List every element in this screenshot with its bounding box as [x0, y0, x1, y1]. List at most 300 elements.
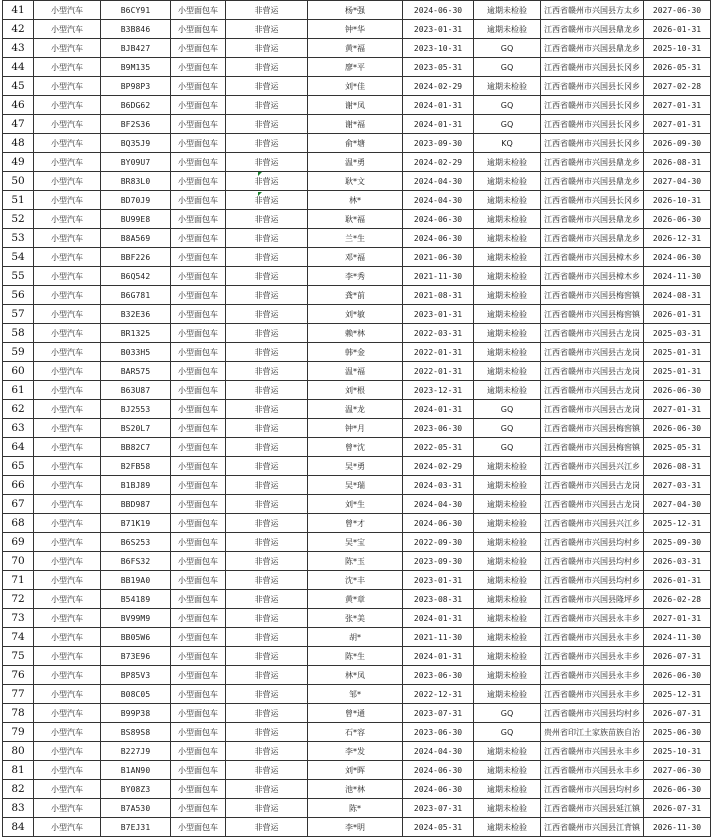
vehicle-records-table	[2, 0, 711, 837]
vehicle-type-cell: 小型汽车	[34, 39, 101, 58]
vehicle-type-cell: 小型汽车	[34, 438, 101, 457]
plate-number-cell: BP98P3	[101, 77, 171, 96]
usage-nature-cell: 非营运	[226, 742, 308, 761]
table-row	[3, 58, 711, 77]
vehicle-type-cell: 小型汽车	[34, 115, 101, 134]
table-row	[3, 628, 711, 647]
inspection-status-cell: GQ	[474, 39, 541, 58]
owner-name-cell: 廖*平	[308, 58, 403, 77]
usage-nature-cell: 非营运	[226, 267, 308, 286]
table-row	[3, 780, 711, 799]
scrap-deadline-cell: 2025-10-31	[644, 742, 711, 761]
plate-number-cell: BU99E8	[101, 210, 171, 229]
table-row	[3, 685, 711, 704]
address-cell: 江西省赣州市兴国县兴江乡	[541, 457, 644, 476]
inspection-expiry-cell: 2021-11-30	[403, 267, 474, 286]
row-index-cell: 46	[3, 96, 34, 115]
table-row	[3, 533, 711, 552]
table-row	[3, 286, 711, 305]
scrap-deadline-cell: 2026-07-31	[644, 647, 711, 666]
vehicle-type-cell: 小型汽车	[34, 628, 101, 647]
table-row	[3, 590, 711, 609]
inspection-status-cell: GQ	[474, 115, 541, 134]
scrap-deadline-cell: 2027-01-31	[644, 115, 711, 134]
inspection-expiry-cell: 2023-05-31	[403, 58, 474, 77]
owner-name-cell: 谢*福	[308, 115, 403, 134]
address-cell: 江西省赣州市兴国县长冈乡	[541, 134, 644, 153]
vehicle-model-cell: 小型面包车	[171, 286, 226, 305]
table-row	[3, 647, 711, 666]
inspection-expiry-cell: 2024-03-31	[403, 476, 474, 495]
inspection-expiry-cell: 2024-05-31	[403, 818, 474, 837]
row-index-cell: 63	[3, 419, 34, 438]
address-cell: 江西省赣州市兴国县永丰乡	[541, 742, 644, 761]
vehicle-model-cell: 小型面包车	[171, 20, 226, 39]
vehicle-model-cell: 小型面包车	[171, 628, 226, 647]
inspection-status-cell: 逾期未检验	[474, 818, 541, 837]
plate-number-cell: B7EJ31	[101, 818, 171, 837]
address-cell: 江西省赣州市兴国县古龙岗	[541, 362, 644, 381]
vehicle-type-cell: 小型汽车	[34, 191, 101, 210]
scrap-deadline-cell: 2026-08-31	[644, 457, 711, 476]
usage-nature-cell: 非营运	[226, 400, 308, 419]
scrap-deadline-cell: 2026-01-31	[644, 305, 711, 324]
row-index-cell: 82	[3, 780, 34, 799]
plate-number-cell: BD70J9	[101, 191, 171, 210]
scrap-deadline-cell: 2025-05-31	[644, 438, 711, 457]
usage-nature-cell: 非营运	[226, 39, 308, 58]
inspection-expiry-cell: 2024-02-29	[403, 77, 474, 96]
address-cell: 江西省赣州市兴国县均村乡	[541, 780, 644, 799]
inspection-expiry-cell: 2023-01-31	[403, 571, 474, 590]
usage-nature-cell: 非营运	[226, 115, 308, 134]
usage-nature-cell: 非营运	[226, 305, 308, 324]
owner-name-cell: 刘*根	[308, 381, 403, 400]
inspection-expiry-cell: 2023-06-30	[403, 666, 474, 685]
plate-number-cell: B9M135	[101, 58, 171, 77]
vehicle-model-cell: 小型面包车	[171, 362, 226, 381]
owner-name-cell: 杨*强	[308, 1, 403, 20]
owner-name-cell: 石*容	[308, 723, 403, 742]
address-cell: 江西省赣州市兴国县均村乡	[541, 552, 644, 571]
vehicle-model-cell: 小型面包车	[171, 210, 226, 229]
row-index-cell: 49	[3, 153, 34, 172]
address-cell: 江西省赣州市兴国县永丰乡	[541, 685, 644, 704]
vehicle-type-cell: 小型汽车	[34, 571, 101, 590]
usage-nature-cell: 非营运	[226, 381, 308, 400]
vehicle-model-cell: 小型面包车	[171, 134, 226, 153]
address-cell: 江西省赣州市兴国县鼎龙乡	[541, 39, 644, 58]
address-cell: 江西省赣州市兴国县樟木乡	[541, 248, 644, 267]
inspection-status-cell: 逾期未检验	[474, 495, 541, 514]
usage-nature-cell: 非营运	[226, 229, 308, 248]
usage-nature-cell: 非营运	[226, 77, 308, 96]
inspection-status-cell: 逾期未检验	[474, 571, 541, 590]
vehicle-model-cell: 小型面包车	[171, 77, 226, 96]
table-row	[3, 172, 711, 191]
vehicle-type-cell: 小型汽车	[34, 723, 101, 742]
row-index-cell: 64	[3, 438, 34, 457]
inspection-status-cell: KQ	[474, 134, 541, 153]
scrap-deadline-cell: 2027-02-28	[644, 77, 711, 96]
owner-name-cell: 谢*凤	[308, 96, 403, 115]
inspection-expiry-cell: 2024-04-30	[403, 742, 474, 761]
address-cell: 江西省赣州市兴国县永丰乡	[541, 609, 644, 628]
vehicle-model-cell: 小型面包车	[171, 343, 226, 362]
vehicle-type-cell: 小型汽车	[34, 419, 101, 438]
owner-name-cell: 吴*勇	[308, 457, 403, 476]
inspection-status-cell: 逾期未检验	[474, 799, 541, 818]
address-cell: 江西省赣州市兴国县古龙岗	[541, 400, 644, 419]
usage-nature-cell: 非营运	[226, 96, 308, 115]
inspection-expiry-cell: 2024-04-30	[403, 191, 474, 210]
owner-name-cell: 兰*生	[308, 229, 403, 248]
inspection-status-cell: GQ	[474, 400, 541, 419]
vehicle-type-cell: 小型汽车	[34, 153, 101, 172]
vehicle-type-cell: 小型汽车	[34, 552, 101, 571]
owner-name-cell: 温*龙	[308, 400, 403, 419]
owner-name-cell: 陈*	[308, 799, 403, 818]
plate-number-cell: B1BJ89	[101, 476, 171, 495]
address-cell: 江西省赣州市兴国县永丰乡	[541, 666, 644, 685]
table-row	[3, 210, 711, 229]
address-cell: 江西省赣州市兴国县兴江乡	[541, 514, 644, 533]
scrap-deadline-cell: 2025-12-31	[644, 685, 711, 704]
vehicle-model-cell: 小型面包车	[171, 58, 226, 77]
inspection-expiry-cell: 2024-06-30	[403, 210, 474, 229]
row-index-cell: 70	[3, 552, 34, 571]
plate-number-cell: BJ2553	[101, 400, 171, 419]
vehicle-model-cell: 小型面包车	[171, 400, 226, 419]
inspection-expiry-cell: 2023-09-30	[403, 552, 474, 571]
row-index-cell: 44	[3, 58, 34, 77]
scrap-deadline-cell: 2027-01-31	[644, 609, 711, 628]
table-row	[3, 514, 711, 533]
inspection-expiry-cell: 2023-01-31	[403, 305, 474, 324]
table-row	[3, 362, 711, 381]
table-row	[3, 229, 711, 248]
owner-name-cell: 吴*瑞	[308, 476, 403, 495]
usage-nature-cell: 非营运	[226, 571, 308, 590]
vehicle-model-cell: 小型面包车	[171, 742, 226, 761]
plate-number-cell: B6FS32	[101, 552, 171, 571]
inspection-expiry-cell: 2023-01-31	[403, 20, 474, 39]
plate-number-cell: B227J9	[101, 742, 171, 761]
plate-number-cell: B54189	[101, 590, 171, 609]
usage-nature-cell: 非营运	[226, 552, 308, 571]
vehicle-type-cell: 小型汽车	[34, 58, 101, 77]
inspection-expiry-cell: 2023-07-31	[403, 799, 474, 818]
address-cell: 江西省赣州市兴国县江背镇	[541, 818, 644, 837]
inspection-status-cell: 逾期未检验	[474, 324, 541, 343]
row-index-cell: 78	[3, 704, 34, 723]
vehicle-model-cell: 小型面包车	[171, 229, 226, 248]
scrap-deadline-cell: 2026-03-31	[644, 552, 711, 571]
plate-number-cell: B1AN90	[101, 761, 171, 780]
vehicle-model-cell: 小型面包车	[171, 191, 226, 210]
row-index-cell: 51	[3, 191, 34, 210]
owner-name-cell: 胡*	[308, 628, 403, 647]
vehicle-model-cell: 小型面包车	[171, 1, 226, 20]
scrap-deadline-cell: 2026-09-30	[644, 134, 711, 153]
address-cell: 江西省赣州市兴国县梅窖镇	[541, 305, 644, 324]
vehicle-type-cell: 小型汽车	[34, 476, 101, 495]
plate-number-cell: BF2S36	[101, 115, 171, 134]
vehicle-model-cell: 小型面包车	[171, 324, 226, 343]
row-index-cell: 74	[3, 628, 34, 647]
address-cell: 江西省赣州市兴国县方太乡	[541, 1, 644, 20]
table-row	[3, 742, 711, 761]
address-cell: 江西省赣州市兴国县长冈乡	[541, 96, 644, 115]
row-index-cell: 76	[3, 666, 34, 685]
plate-number-cell: B71K19	[101, 514, 171, 533]
vehicle-type-cell: 小型汽车	[34, 685, 101, 704]
scrap-deadline-cell: 2026-07-31	[644, 704, 711, 723]
plate-number-cell: B6G781	[101, 286, 171, 305]
inspection-expiry-cell: 2022-01-31	[403, 343, 474, 362]
plate-number-cell: BBF226	[101, 248, 171, 267]
row-index-cell: 43	[3, 39, 34, 58]
address-cell: 江西省赣州市兴国县鼎龙乡	[541, 172, 644, 191]
inspection-expiry-cell: 2021-11-30	[403, 628, 474, 647]
inspection-expiry-cell: 2024-01-31	[403, 609, 474, 628]
inspection-status-cell: 逾期未检验	[474, 457, 541, 476]
owner-name-cell: 耿*文	[308, 172, 403, 191]
scrap-deadline-cell: 2026-02-28	[644, 590, 711, 609]
inspection-status-cell: 逾期未检验	[474, 742, 541, 761]
inspection-status-cell: GQ	[474, 96, 541, 115]
table-row	[3, 666, 711, 685]
inspection-status-cell: 逾期未检验	[474, 286, 541, 305]
usage-nature-cell: 非营运	[226, 761, 308, 780]
inspection-status-cell: 逾期未检验	[474, 172, 541, 191]
inspection-status-cell: 逾期未检验	[474, 229, 541, 248]
row-index-cell: 67	[3, 495, 34, 514]
address-cell: 江西省赣州市兴国县古龙岗	[541, 476, 644, 495]
plate-number-cell: BR1325	[101, 324, 171, 343]
row-index-cell: 53	[3, 229, 34, 248]
scrap-deadline-cell: 2025-03-31	[644, 324, 711, 343]
table-row	[3, 267, 711, 286]
plate-number-cell: BAR575	[101, 362, 171, 381]
owner-name-cell: 黄*章	[308, 590, 403, 609]
scrap-deadline-cell: 2026-11-30	[644, 818, 711, 837]
plate-number-cell: BQ35J9	[101, 134, 171, 153]
row-index-cell: 57	[3, 305, 34, 324]
table-row	[3, 77, 711, 96]
cell-note-marker	[258, 172, 262, 176]
vehicle-type-cell: 小型汽车	[34, 286, 101, 305]
cell-note-marker	[258, 192, 262, 196]
inspection-expiry-cell: 2024-04-30	[403, 495, 474, 514]
vehicle-model-cell: 小型面包车	[171, 495, 226, 514]
owner-name-cell: 刘*佳	[308, 77, 403, 96]
table-row	[3, 476, 711, 495]
vehicle-model-cell: 小型面包车	[171, 685, 226, 704]
vehicle-type-cell: 小型汽车	[34, 400, 101, 419]
plate-number-cell: B6S253	[101, 533, 171, 552]
owner-name-cell: 林*	[308, 191, 403, 210]
owner-name-cell: 曾*才	[308, 514, 403, 533]
address-cell: 江西省赣州市兴国县均村乡	[541, 704, 644, 723]
vehicle-model-cell: 小型面包车	[171, 419, 226, 438]
row-index-cell: 81	[3, 761, 34, 780]
inspection-expiry-cell: 2022-05-31	[403, 438, 474, 457]
usage-nature-cell: 非营运	[226, 172, 308, 191]
vehicle-type-cell: 小型汽车	[34, 647, 101, 666]
table-row	[3, 609, 711, 628]
inspection-expiry-cell: 2024-06-30	[403, 514, 474, 533]
row-index-cell: 77	[3, 685, 34, 704]
inspection-expiry-cell: 2022-03-31	[403, 324, 474, 343]
owner-name-cell: 吴*宝	[308, 533, 403, 552]
vehicle-model-cell: 小型面包车	[171, 115, 226, 134]
usage-nature-cell: 非营运	[226, 1, 308, 20]
table-row	[3, 799, 711, 818]
scrap-deadline-cell: 2027-01-31	[644, 400, 711, 419]
scrap-deadline-cell: 2026-08-31	[644, 153, 711, 172]
address-cell: 江西省赣州市兴国县鼎龙乡	[541, 20, 644, 39]
plate-number-cell: B7A530	[101, 799, 171, 818]
inspection-status-cell: 逾期未检验	[474, 533, 541, 552]
inspection-status-cell: 逾期未检验	[474, 552, 541, 571]
row-index-cell: 52	[3, 210, 34, 229]
row-index-cell: 61	[3, 381, 34, 400]
scrap-deadline-cell: 2026-06-30	[644, 780, 711, 799]
row-index-cell: 71	[3, 571, 34, 590]
row-index-cell: 80	[3, 742, 34, 761]
inspection-status-cell: 逾期未检验	[474, 153, 541, 172]
address-cell: 江西省赣州市兴国县永丰乡	[541, 761, 644, 780]
address-cell: 江西省赣州市兴国县鼎龙乡	[541, 210, 644, 229]
plate-number-cell: B6CY91	[101, 1, 171, 20]
scrap-deadline-cell: 2026-10-31	[644, 191, 711, 210]
plate-number-cell: B99P38	[101, 704, 171, 723]
vehicle-type-cell: 小型汽车	[34, 20, 101, 39]
vehicle-type-cell: 小型汽车	[34, 305, 101, 324]
address-cell: 江西省赣州市兴国县古龙岗	[541, 381, 644, 400]
inspection-expiry-cell: 2024-01-31	[403, 115, 474, 134]
row-index-cell: 55	[3, 267, 34, 286]
owner-name-cell: 钟*月	[308, 419, 403, 438]
vehicle-type-cell: 小型汽车	[34, 761, 101, 780]
usage-nature-cell: 非营运	[226, 704, 308, 723]
inspection-status-cell: 逾期未检验	[474, 514, 541, 533]
table-row	[3, 438, 711, 457]
owner-name-cell: 林*凤	[308, 666, 403, 685]
vehicle-model-cell: 小型面包车	[171, 552, 226, 571]
vehicle-model-cell: 小型面包车	[171, 723, 226, 742]
vehicle-type-cell: 小型汽车	[34, 343, 101, 362]
inspection-status-cell: 逾期未检验	[474, 609, 541, 628]
table-row	[3, 305, 711, 324]
row-index-cell: 68	[3, 514, 34, 533]
vehicle-model-cell: 小型面包车	[171, 438, 226, 457]
vehicle-model-cell: 小型面包车	[171, 172, 226, 191]
usage-nature-cell: 非营运	[226, 419, 308, 438]
inspection-expiry-cell: 2024-02-29	[403, 153, 474, 172]
inspection-expiry-cell: 2022-09-30	[403, 533, 474, 552]
inspection-status-cell: 逾期未检验	[474, 628, 541, 647]
usage-nature-cell: 非营运	[226, 286, 308, 305]
vehicle-type-cell: 小型汽车	[34, 134, 101, 153]
scrap-deadline-cell: 2027-04-30	[644, 172, 711, 191]
inspection-expiry-cell: 2023-09-30	[403, 134, 474, 153]
scrap-deadline-cell: 2026-06-30	[644, 210, 711, 229]
plate-number-cell: B63U87	[101, 381, 171, 400]
scrap-deadline-cell: 2026-06-30	[644, 666, 711, 685]
table-row	[3, 419, 711, 438]
owner-name-cell: 温*福	[308, 362, 403, 381]
plate-number-cell: B08C05	[101, 685, 171, 704]
scrap-deadline-cell: 2027-01-31	[644, 96, 711, 115]
vehicle-model-cell: 小型面包车	[171, 248, 226, 267]
scrap-deadline-cell: 2024-11-30	[644, 628, 711, 647]
owner-name-cell: 刘*晖	[308, 761, 403, 780]
vehicle-type-cell: 小型汽车	[34, 324, 101, 343]
inspection-status-cell: 逾期未检验	[474, 666, 541, 685]
row-index-cell: 41	[3, 1, 34, 20]
usage-nature-cell: 非营运	[226, 647, 308, 666]
owner-name-cell: 沈*丰	[308, 571, 403, 590]
vehicle-type-cell: 小型汽车	[34, 666, 101, 685]
row-index-cell: 58	[3, 324, 34, 343]
vehicle-model-cell: 小型面包车	[171, 704, 226, 723]
usage-nature-cell: 非营运	[226, 609, 308, 628]
owner-name-cell: 陈*生	[308, 647, 403, 666]
plate-number-cell: BV99M9	[101, 609, 171, 628]
row-index-cell: 50	[3, 172, 34, 191]
inspection-expiry-cell: 2024-06-30	[403, 1, 474, 20]
owner-name-cell: 赖*林	[308, 324, 403, 343]
row-index-cell: 65	[3, 457, 34, 476]
usage-nature-cell: 非营运	[226, 153, 308, 172]
vehicle-type-cell: 小型汽车	[34, 514, 101, 533]
inspection-expiry-cell: 2023-12-31	[403, 381, 474, 400]
owner-name-cell: 黄*福	[308, 39, 403, 58]
plate-number-cell: BS89S8	[101, 723, 171, 742]
scrap-deadline-cell: 2027-03-31	[644, 476, 711, 495]
table-row	[3, 457, 711, 476]
vehicle-type-cell: 小型汽车	[34, 248, 101, 267]
inspection-expiry-cell: 2024-01-31	[403, 96, 474, 115]
address-cell: 江西省赣州市兴国县永丰乡	[541, 647, 644, 666]
vehicle-model-cell: 小型面包车	[171, 267, 226, 286]
table-row	[3, 20, 711, 39]
inspection-status-cell: 逾期未检验	[474, 77, 541, 96]
inspection-status-cell: 逾期未检验	[474, 362, 541, 381]
inspection-expiry-cell: 2024-01-31	[403, 400, 474, 419]
inspection-expiry-cell: 2023-10-31	[403, 39, 474, 58]
scrap-deadline-cell: 2024-11-30	[644, 267, 711, 286]
owner-name-cell: 陈*玉	[308, 552, 403, 571]
owner-name-cell: 龚*前	[308, 286, 403, 305]
scrap-deadline-cell: 2024-08-31	[644, 286, 711, 305]
inspection-status-cell: 逾期未检验	[474, 685, 541, 704]
row-index-cell: 54	[3, 248, 34, 267]
table-row	[3, 153, 711, 172]
inspection-expiry-cell: 2024-04-30	[403, 172, 474, 191]
table-row	[3, 248, 711, 267]
row-index-cell: 62	[3, 400, 34, 419]
plate-number-cell: BP85V3	[101, 666, 171, 685]
vehicle-type-cell: 小型汽车	[34, 210, 101, 229]
inspection-expiry-cell: 2023-07-31	[403, 704, 474, 723]
usage-nature-cell: 非营运	[226, 723, 308, 742]
vehicle-type-cell: 小型汽车	[34, 96, 101, 115]
scrap-deadline-cell: 2025-06-30	[644, 723, 711, 742]
vehicle-model-cell: 小型面包车	[171, 780, 226, 799]
